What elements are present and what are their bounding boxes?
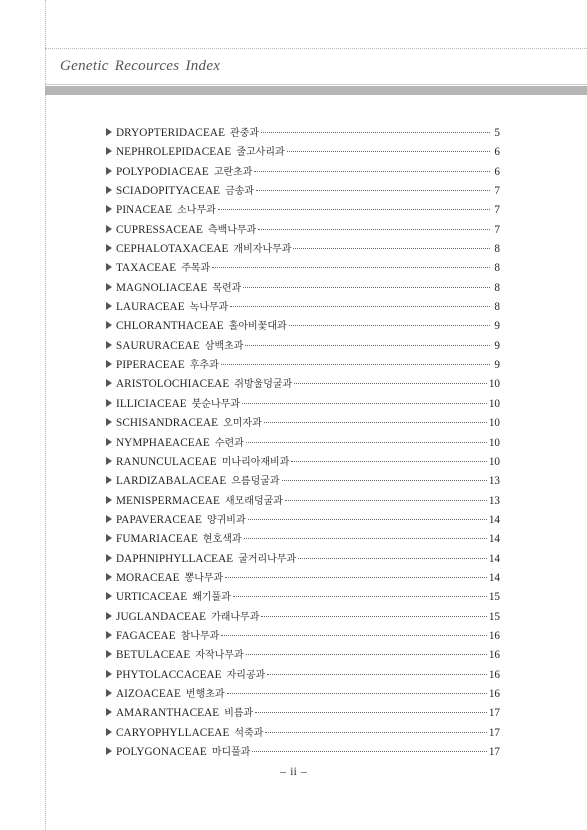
toc-dot-leader (254, 171, 490, 172)
toc-entry-family-name: MORACEAE (116, 571, 180, 584)
toc-entry-page-number: 13 (488, 475, 500, 488)
triangle-bullet-icon (106, 128, 112, 136)
toc-dot-leader (245, 345, 490, 346)
toc-entry[interactable] (106, 240, 500, 259)
toc-entry-page-number: 7 (494, 204, 500, 217)
toc-entry-family-name: FUMARIACEAE (116, 533, 198, 546)
toc-entry-korean-name: 자리공과 (226, 669, 266, 681)
toc-entry-page-number: 14 (488, 533, 500, 546)
toc-entry-korean-name: 새모래덩굴과 (224, 495, 283, 507)
toc-entry-korean-name: 오미자과 (223, 418, 262, 430)
toc-entry-korean-name: 주목과 (181, 263, 211, 275)
triangle-bullet-icon (106, 496, 112, 504)
toc-dot-leader (252, 751, 486, 752)
triangle-bullet-icon (106, 728, 112, 736)
toc-entry[interactable] (106, 414, 500, 433)
toc-entry[interactable] (106, 569, 500, 588)
toc-entry[interactable] (106, 666, 500, 685)
toc-entry[interactable] (106, 724, 500, 743)
toc-entry-korean-name: 자작나무과 (195, 650, 244, 662)
toc-entry-family-name: POLYGONACEAE (116, 746, 207, 758)
toc-dot-leader (244, 538, 487, 539)
toc-entry[interactable] (106, 279, 500, 298)
toc-entry-family-name: LAURACEAE (116, 301, 185, 314)
toc-entry[interactable] (106, 434, 500, 453)
toc-entry-family-name: PAPAVERACEAE (116, 513, 202, 526)
toc-entry-korean-name: 녹나무과 (189, 302, 229, 314)
triangle-bullet-icon (106, 379, 112, 387)
triangle-bullet-icon (106, 167, 112, 175)
triangle-bullet-icon (106, 283, 112, 291)
triangle-bullet-icon (106, 670, 112, 678)
toc-entry[interactable] (106, 375, 500, 394)
toc-dot-leader (294, 383, 487, 384)
running-header-title: Genetic Recources Index (60, 58, 221, 74)
toc-entry-korean-name: 붓순나무과 (191, 398, 241, 410)
toc-entry-page-number: 8 (494, 243, 500, 256)
toc-entry-page-number: 6 (494, 165, 500, 178)
toc-entry-family-name: CUPRESSACEAE (116, 223, 203, 236)
toc-dot-leader (298, 558, 487, 559)
toc-entry[interactable] (106, 685, 500, 704)
toc-dot-leader (246, 442, 487, 443)
toc-entry-family-name: BETULACEAE (116, 649, 191, 662)
toc-entry-korean-name: 쥐방울덩굴과 (234, 379, 293, 391)
triangle-bullet-icon (106, 708, 112, 716)
toc-entry-family-name: SCIADOPITYACEAE (116, 185, 221, 198)
triangle-bullet-icon (106, 689, 112, 697)
toc-entry[interactable] (106, 298, 500, 317)
toc-entry[interactable] (106, 259, 500, 278)
toc-entry-korean-name: 가래나무과 (211, 611, 260, 623)
triangle-bullet-icon (106, 186, 112, 194)
toc-entry-korean-name: 줄고사리과 (236, 147, 285, 159)
toc-entry-page-number: 14 (488, 571, 500, 584)
triangle-bullet-icon (106, 650, 112, 658)
toc-entry[interactable] (106, 395, 500, 414)
toc-dot-leader (265, 732, 486, 733)
triangle-bullet-icon (106, 592, 112, 600)
toc-dot-leader (242, 403, 487, 404)
toc-entry-family-name: AMARANTHACEAE (116, 707, 220, 720)
toc-entry-page-number: 10 (488, 436, 500, 449)
toc-dot-leader (261, 132, 490, 133)
footer-dash-right: – (300, 764, 307, 778)
toc-entry-page-number: 17 (488, 726, 500, 739)
toc-entry[interactable] (106, 743, 500, 762)
toc-entry-korean-name: 굴거리나무과 (238, 553, 297, 565)
footer-page-number: ii (290, 764, 297, 778)
toc-entry-korean-name: 번행초과 (185, 688, 225, 700)
toc-entry-page-number: 16 (488, 668, 500, 681)
toc-entry-page-number: 9 (494, 359, 500, 372)
toc-dot-leader (233, 596, 487, 597)
triangle-bullet-icon (106, 534, 112, 542)
toc-entry[interactable] (106, 356, 500, 375)
triangle-bullet-icon (106, 438, 112, 446)
toc-entry-family-name: POLYPODIACEAE (116, 165, 209, 178)
toc-entry[interactable] (106, 530, 500, 549)
toc-entry-family-name: LARDIZABALACEAE (116, 475, 227, 488)
triangle-bullet-icon (106, 205, 112, 213)
toc-dot-leader (291, 461, 486, 462)
toc-dot-leader (285, 500, 487, 501)
toc-entry-family-name: CEPHALOTAXACEAE (116, 243, 229, 256)
toc-dot-leader (248, 519, 487, 520)
toc-entry-page-number: 8 (494, 301, 500, 314)
triangle-bullet-icon (106, 515, 112, 523)
toc-entry-korean-name: 쐐기풀과 (192, 592, 231, 604)
toc-entry[interactable] (106, 646, 500, 665)
toc-entry-family-name: RANUNCULACEAE (116, 455, 217, 468)
triangle-bullet-icon (106, 612, 112, 620)
toc-entry-page-number: 17 (488, 746, 500, 758)
header-rule-dotted (45, 48, 587, 49)
triangle-bullet-icon (106, 244, 112, 252)
toc-list (106, 124, 500, 762)
toc-dot-leader (243, 287, 490, 288)
toc-entry-page-number: 14 (488, 513, 500, 526)
toc-entry-korean-name: 수련과 (214, 437, 244, 449)
toc-entry[interactable] (106, 588, 500, 607)
toc-dot-leader (282, 480, 487, 481)
toc-entry-korean-name: 양귀비과 (206, 514, 246, 526)
toc-dot-leader (264, 422, 487, 423)
toc-entry-family-name: CARYOPHYLLACEAE (116, 726, 230, 739)
toc-entry-korean-name: 개비자나무과 (233, 244, 292, 256)
triangle-bullet-icon (106, 457, 112, 465)
toc-entry-korean-name: 으름덩굴과 (231, 476, 280, 488)
toc-entry[interactable] (106, 182, 500, 201)
toc-entry-korean-name: 목련과 (212, 282, 242, 294)
toc-entry-page-number: 6 (494, 146, 500, 159)
toc-entry-page-number: 16 (488, 687, 500, 700)
toc-entry[interactable] (106, 550, 500, 569)
toc-entry-family-name: URTICACEAE (116, 591, 188, 604)
toc-entry-korean-name: 후추과 (189, 360, 219, 372)
toc-entry[interactable] (106, 492, 500, 511)
toc-entry-page-number: 8 (494, 281, 500, 294)
toc-entry-family-name: MAGNOLIACEAE (116, 281, 208, 294)
toc-entry-page-number: 7 (494, 185, 500, 198)
toc-entry-family-name: SAURURACEAE (116, 339, 200, 352)
toc-entry[interactable] (106, 124, 500, 143)
toc-entry[interactable] (106, 221, 500, 240)
toc-entry-korean-name: 소나무과 (177, 205, 216, 217)
header-bar-rule (45, 84, 587, 85)
triangle-bullet-icon (106, 476, 112, 484)
footer-dash-left: – (280, 764, 287, 778)
triangle-bullet-icon (106, 225, 112, 233)
triangle-bullet-icon (106, 302, 112, 310)
toc-entry-page-number: 10 (488, 378, 500, 391)
toc-entry-korean-name: 삼백초과 (204, 340, 244, 352)
page-margin-line (45, 0, 46, 830)
toc-entry[interactable] (106, 511, 500, 530)
toc-dot-leader (230, 306, 490, 307)
toc-entry[interactable] (106, 704, 500, 723)
toc-entry-family-name: AIZOACEAE (116, 687, 181, 700)
toc-entry-korean-name: 측백나무과 (208, 224, 257, 236)
toc-entry-page-number: 16 (488, 629, 500, 642)
toc-entry[interactable] (106, 627, 500, 646)
toc-entry-page-number: 8 (494, 262, 500, 275)
toc-dot-leader (255, 712, 487, 713)
toc-dot-leader (261, 616, 486, 617)
toc-entry-page-number: 15 (488, 591, 500, 604)
toc-dot-leader (225, 577, 487, 578)
triangle-bullet-icon (106, 418, 112, 426)
toc-entry-family-name: JUGLANDACEAE (116, 610, 207, 623)
toc-entry-korean-name: 현호색과 (202, 534, 242, 546)
toc-entry-page-number: 10 (488, 417, 500, 430)
toc-dot-leader (227, 693, 487, 694)
toc-entry[interactable] (106, 201, 500, 220)
toc-entry-page-number: 16 (488, 649, 500, 662)
toc-entry-page-number: 17 (488, 707, 500, 720)
toc-entry-family-name: NEPHROLEPIDACEAE (116, 146, 232, 159)
toc-dot-leader (218, 209, 490, 210)
triangle-bullet-icon (106, 554, 112, 562)
triangle-bullet-icon (106, 399, 112, 407)
toc-dot-leader (289, 325, 490, 326)
toc-entry-korean-name: 홀아비꽃대과 (228, 321, 287, 333)
toc-dot-leader (256, 190, 490, 191)
toc-entry-korean-name: 관중과 (230, 128, 260, 139)
toc-entry-korean-name: 석죽과 (234, 727, 264, 739)
toc-entry-page-number: 9 (494, 320, 500, 333)
toc-entry-page-number: 13 (488, 494, 500, 507)
toc-entry-family-name: DAPHNIPHYLLACEAE (116, 552, 234, 565)
triangle-bullet-icon (106, 263, 112, 271)
toc-entry-page-number: 5 (494, 127, 500, 139)
toc-entry-korean-name: 참나무과 (180, 630, 220, 642)
toc-entry-family-name: ILLICIACEAE (116, 397, 187, 410)
toc-entry-family-name: PIPERACEAE (116, 359, 185, 372)
triangle-bullet-icon (106, 573, 112, 581)
toc-entry-page-number: 7 (494, 223, 500, 236)
toc-dot-leader (293, 248, 490, 249)
toc-entry-korean-name: 비름과 (224, 708, 254, 720)
toc-entry-family-name: NYMPHAEACEAE (116, 436, 210, 449)
toc-entry-korean-name: 미나리아재비과 (221, 456, 290, 468)
toc-dot-leader (221, 364, 490, 365)
toc-entry-korean-name: 고란초과 (213, 166, 253, 178)
toc-entry[interactable] (106, 317, 500, 336)
toc-entry-family-name: ARISTOLOCHIACEAE (116, 378, 230, 391)
toc-entry[interactable] (106, 163, 500, 182)
toc-dot-leader (212, 267, 490, 268)
page-footer (0, 764, 587, 779)
toc-entry-page-number: 10 (488, 455, 500, 468)
toc-entry[interactable] (106, 337, 500, 356)
toc-entry-korean-name: 뽕나무과 (184, 572, 224, 584)
toc-entry[interactable] (106, 608, 500, 627)
toc-entry-family-name: PHYTOLACCACEAE (116, 668, 222, 681)
toc-entry[interactable] (106, 143, 500, 162)
toc-entry-page-number: 9 (494, 339, 500, 352)
toc-entry-page-number: 10 (488, 397, 500, 410)
triangle-bullet-icon (106, 631, 112, 639)
toc-entry-family-name: MENISPERMACEAE (116, 494, 220, 507)
toc-entry[interactable] (106, 453, 500, 472)
toc-entry-page-number: 14 (488, 552, 500, 565)
toc-dot-leader (267, 674, 487, 675)
toc-entry-family-name: TAXACEAE (116, 262, 177, 275)
toc-entry-family-name: FAGACEAE (116, 629, 176, 642)
triangle-bullet-icon (106, 147, 112, 155)
triangle-bullet-icon (106, 321, 112, 329)
toc-entry[interactable] (106, 472, 500, 491)
toc-entry-family-name: DRYOPTERIDACEAE (116, 127, 226, 139)
triangle-bullet-icon (106, 341, 112, 349)
toc-entry-korean-name: 금송과 (225, 186, 255, 198)
toc-entry-family-name: CHLORANTHACEAE (116, 320, 224, 333)
toc-entry-family-name: PINACEAE (116, 204, 173, 217)
triangle-bullet-icon (106, 747, 112, 755)
toc-entry-korean-name: 마디풀과 (211, 747, 251, 758)
toc-dot-leader (246, 654, 487, 655)
toc-dot-leader (221, 635, 487, 636)
header-bar (45, 86, 587, 95)
triangle-bullet-icon (106, 360, 112, 368)
toc-entry-family-name: SCHISANDRACEAE (116, 417, 219, 430)
toc-entry-page-number: 15 (488, 610, 500, 623)
toc-dot-leader (287, 151, 490, 152)
toc-dot-leader (258, 229, 490, 230)
